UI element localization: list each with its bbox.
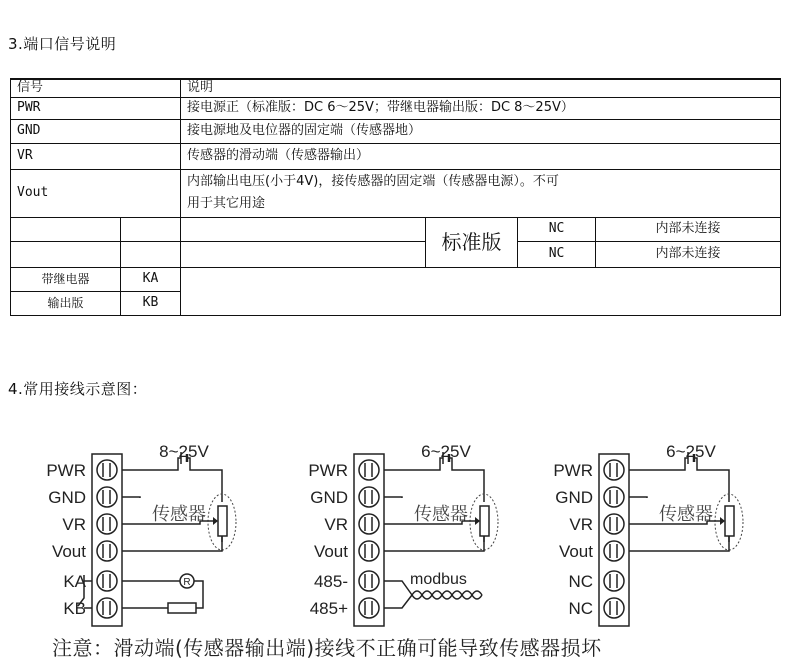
table-header-row — [11, 79, 781, 97]
potentiometer — [725, 506, 734, 536]
wiring-diagrams — [0, 430, 790, 630]
empty-cell — [11, 217, 121, 241]
pin-label: PWR — [553, 461, 593, 480]
screw-terminal — [604, 541, 624, 561]
signal-table — [10, 78, 781, 316]
desc-vout-line2: 用于其它用途 — [187, 196, 266, 211]
header-signal: 信号 — [11, 79, 181, 97]
empty-cell — [11, 241, 121, 267]
empty-cell — [121, 217, 181, 241]
supply-voltage: 6~25V — [666, 442, 716, 461]
screw-terminal — [359, 460, 379, 480]
pin-label: VR — [62, 515, 86, 534]
desc-vr: 传感器的滑动端（传感器输出） — [181, 143, 781, 169]
pin-label: PWR — [308, 461, 348, 480]
pin-label: Vout — [51, 542, 86, 561]
pin-label: PWR — [46, 461, 86, 480]
desc-gnd: 接电源地及电位器的固定端（传感器地） — [181, 119, 781, 143]
pin-label: Vout — [313, 542, 348, 561]
screw-terminal — [97, 571, 117, 591]
header-description: 说明 — [181, 79, 781, 97]
gnd-wire — [122, 497, 140, 498]
screw-terminal — [604, 514, 624, 534]
warning-note: 注意：滑动端(传感器输出端)接线不正确可能导致传感器损坏 — [52, 636, 602, 660]
standard-version-label: 标准版 — [426, 217, 518, 267]
desc-vout-line1: 内部输出电压(小于4V)，接传感器的固定端（传感器电源）。不可 — [187, 174, 559, 189]
pin-label: NC — [568, 572, 593, 591]
vout-wire — [122, 536, 222, 551]
supply-voltage: 6~25V — [421, 442, 471, 461]
signal-pwr: PWR — [11, 97, 181, 119]
screw-terminal — [359, 598, 379, 618]
pin-label: VR — [569, 515, 593, 534]
gnd-wire — [384, 497, 402, 498]
relay-label-line2: 输出版 — [11, 291, 121, 315]
signal-kb: KB — [121, 291, 181, 315]
supply-voltage: 8~25V — [159, 442, 209, 461]
table-row — [11, 169, 781, 217]
screw-terminal — [604, 460, 624, 480]
power-wire — [122, 458, 222, 502]
pin-label: 485+ — [309, 599, 348, 618]
table-row — [11, 119, 781, 143]
twisted-pair — [412, 595, 482, 599]
bus-wire-a — [384, 581, 412, 595]
table-row — [11, 267, 781, 291]
pin-label: Vout — [558, 542, 593, 561]
empty-cell — [181, 241, 426, 267]
table-row — [11, 241, 781, 267]
screw-terminal — [97, 541, 117, 561]
wiring-diagram-3 — [553, 442, 743, 626]
table-row — [11, 97, 781, 119]
pin-label: NC — [568, 599, 593, 618]
potentiometer — [218, 506, 227, 536]
bus-wire-b — [384, 595, 412, 608]
pin-label: GND — [555, 488, 593, 507]
sensor-label: 传感器 — [152, 504, 206, 525]
empty-cell — [181, 267, 781, 315]
screw-terminal — [97, 598, 117, 618]
desc-pwr: 接电源正（标准版：DC 6～25V；带继电器输出版：DC 8～25V） — [181, 97, 781, 119]
potentiometer — [480, 506, 489, 536]
table-row — [11, 143, 781, 169]
wiring-diagram-1 — [46, 442, 236, 626]
pin-label: GND — [310, 488, 348, 507]
screw-terminal — [359, 514, 379, 534]
empty-cell — [181, 217, 426, 241]
desc-vout — [181, 169, 781, 217]
pin-label: KA — [63, 572, 86, 591]
gnd-wire — [629, 497, 647, 498]
empty-cell — [121, 241, 181, 267]
signal-gnd: GND — [11, 119, 181, 143]
pin-label: KB — [63, 599, 86, 618]
sensor-label: 传感器 — [659, 504, 713, 525]
pin-label: VR — [324, 515, 348, 534]
sensor-label: 传感器 — [414, 504, 468, 525]
nc-1: NC — [518, 217, 596, 241]
table-row — [11, 217, 781, 241]
vout-wire — [384, 536, 484, 551]
relay-symbol: R — [183, 577, 191, 588]
signal-vr: VR — [11, 143, 181, 169]
screw-terminal — [359, 541, 379, 561]
signal-ka: KA — [121, 267, 181, 291]
bus-label: modbus — [410, 571, 467, 588]
screw-terminal — [604, 487, 624, 507]
screw-terminal — [97, 514, 117, 534]
screw-terminal — [604, 598, 624, 618]
power-wire — [384, 458, 484, 502]
vout-wire — [629, 536, 729, 551]
screw-terminal — [604, 571, 624, 591]
screw-terminal — [359, 571, 379, 591]
section-4-title: 4.常用接线示意图： — [8, 380, 148, 398]
nc-1-desc: 内部未连接 — [596, 217, 781, 241]
nc-2-desc: 内部未连接 — [596, 241, 781, 267]
power-wire — [629, 458, 729, 502]
load-resistor — [168, 603, 196, 613]
screw-terminal — [359, 487, 379, 507]
section-3-title: 3.端口信号说明 — [8, 35, 117, 53]
pin-label: 485- — [313, 572, 348, 591]
nc-2: NC — [518, 241, 596, 267]
relay-label-line1: 带继电器 — [11, 267, 121, 291]
screw-terminal — [97, 460, 117, 480]
pin-label: GND — [48, 488, 86, 507]
wiring-diagram-2 — [308, 442, 498, 626]
signal-vout: Vout — [11, 169, 181, 217]
screw-terminal — [97, 487, 117, 507]
